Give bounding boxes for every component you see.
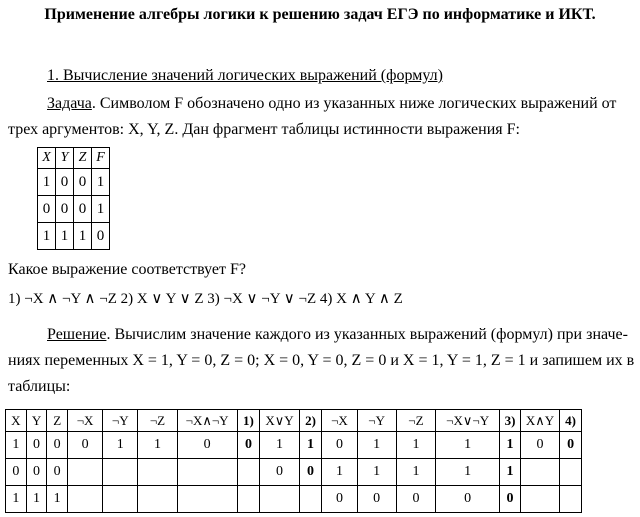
answer-options: 1) ¬X ∧ ¬Y ∧ ¬Z 2) X ∨ Y ∨ Z 3) ¬X ∨ ¬Y ∨ ¬Z 4) X ∧ Y ∧ Z — [8, 291, 403, 307]
truth-cell: 1 — [38, 223, 56, 250]
eval-cell — [138, 459, 177, 486]
eval-cell: 0 — [260, 459, 299, 486]
eval-cell: 1 — [6, 432, 27, 459]
eval-cell: 0 — [560, 432, 582, 459]
eval-cell: 1 — [47, 486, 68, 513]
truth-table-header — [38, 148, 110, 169]
truth-cell: 0 — [38, 196, 56, 223]
evaluation-row — [6, 432, 582, 459]
eval-header-cell: Y — [26, 410, 47, 432]
solution-text-3: таблицы: — [8, 378, 71, 395]
eval-cell: 0 — [68, 432, 103, 459]
eval-header-cell: ¬Z — [396, 410, 435, 432]
eval-cell: 0 — [6, 459, 27, 486]
eval-cell — [520, 459, 559, 486]
eval-cell: 1 — [299, 432, 322, 459]
eval-cell: 1 — [6, 486, 27, 513]
eval-cell — [177, 486, 237, 513]
eval-cell — [560, 459, 582, 486]
eval-header-cell: 3) — [500, 410, 521, 432]
truth-cell: 1 — [74, 223, 92, 250]
evaluation-header — [6, 410, 582, 432]
evaluation-row — [6, 459, 582, 486]
eval-header-cell: ¬X — [322, 410, 357, 432]
eval-header-cell: Z — [47, 410, 68, 432]
truth-cell: 1 — [56, 223, 74, 250]
eval-cell: 0 — [237, 432, 260, 459]
truth-cell: 0 — [56, 169, 74, 196]
eval-cell: 1 — [436, 459, 500, 486]
truth-cell: 0 — [74, 196, 92, 223]
evaluation-row — [6, 486, 582, 513]
eval-cell: 1 — [396, 459, 435, 486]
truth-cell: 0 — [56, 196, 74, 223]
eval-cell — [237, 459, 260, 486]
eval-cell — [520, 486, 559, 513]
eval-cell: 0 — [26, 459, 47, 486]
eval-cell — [299, 486, 322, 513]
eval-cell — [177, 459, 237, 486]
eval-header-cell: X∧Y — [520, 410, 559, 432]
task-label: Задача — [47, 95, 92, 112]
eval-header-cell: 1) — [237, 410, 260, 432]
truth-cell: 1 — [38, 169, 56, 196]
eval-cell: 1 — [260, 432, 299, 459]
question-text: Какое выражение соответствует F? — [8, 261, 247, 278]
eval-cell: 1 — [138, 432, 177, 459]
truth-header-cell: Y — [56, 148, 74, 169]
eval-cell: 0 — [177, 432, 237, 459]
eval-cell: 1 — [500, 459, 521, 486]
eval-cell: 1 — [357, 459, 396, 486]
eval-cell — [103, 459, 138, 486]
truth-header-cell: F — [92, 148, 110, 169]
eval-header-cell: ¬X∧¬Y — [177, 410, 237, 432]
eval-cell — [138, 486, 177, 513]
page-title: Применение алгебры логики к решению задач ЕГЭ по информатике и ИКТ. — [44, 6, 596, 23]
truth-table — [37, 147, 110, 250]
truth-table-row — [38, 169, 110, 196]
eval-cell: 0 — [26, 432, 47, 459]
eval-header-cell: X∨Y — [260, 410, 299, 432]
eval-cell: 0 — [322, 432, 357, 459]
solution-text-2: ниях переменных X = 1, Y = 0, Z = 0; X = 0, Y = 0, Z = 0 и X = 1, Y = 1, Z = 1 и запишем их в — [8, 352, 635, 369]
eval-cell — [68, 459, 103, 486]
eval-header-cell: ¬Z — [138, 410, 177, 432]
eval-header-cell: 4) — [560, 410, 582, 432]
truth-cell: 0 — [92, 223, 110, 250]
truth-cell: 1 — [92, 169, 110, 196]
eval-cell: 0 — [47, 432, 68, 459]
eval-cell: 0 — [322, 486, 357, 513]
eval-cell: 0 — [47, 459, 68, 486]
eval-cell — [103, 486, 138, 513]
eval-cell — [560, 486, 582, 513]
eval-cell: 1 — [26, 486, 47, 513]
truth-cell: 0 — [74, 169, 92, 196]
solution-label: Решение — [47, 326, 107, 343]
truth-header-cell: Z — [74, 148, 92, 169]
eval-cell: 0 — [396, 486, 435, 513]
eval-cell — [68, 486, 103, 513]
truth-cell: 1 — [92, 196, 110, 223]
truth-header-cell: X — [38, 148, 56, 169]
eval-header-cell: ¬X∨¬Y — [436, 410, 500, 432]
eval-header-cell: 2) — [299, 410, 322, 432]
eval-cell: 0 — [520, 432, 559, 459]
truth-table-row — [38, 196, 110, 223]
eval-cell: 1 — [357, 432, 396, 459]
solution-text-1: . Вычислим значение каждого из указанных выражений (формул) при значе- — [106, 326, 628, 343]
eval-cell: 1 — [322, 459, 357, 486]
eval-cell: 1 — [396, 432, 435, 459]
eval-cell: 0 — [436, 486, 500, 513]
eval-cell: 1 — [103, 432, 138, 459]
section-heading: 1. Вычисление значений логических выражений (формул) — [47, 67, 443, 84]
eval-cell: 0 — [299, 459, 322, 486]
evaluation-table — [5, 409, 582, 513]
eval-cell — [237, 486, 260, 513]
task-text-2: трех аргументов: X, Y, Z. Дан фрагмент таблицы истинности выражения F: — [8, 121, 520, 138]
eval-header-cell: ¬Y — [103, 410, 138, 432]
eval-cell — [260, 486, 299, 513]
eval-cell: 1 — [500, 432, 521, 459]
eval-header-cell: ¬Y — [357, 410, 396, 432]
task-text-1: . Символом F обозначено одно из указанных ниже логических выражений от — [91, 95, 617, 112]
truth-table-row — [38, 223, 110, 250]
eval-header-cell: ¬X — [68, 410, 103, 432]
task-line-1 — [47, 95, 616, 113]
eval-cell: 1 — [436, 432, 500, 459]
eval-cell: 0 — [357, 486, 396, 513]
eval-header-cell: X — [6, 410, 27, 432]
eval-cell: 0 — [500, 486, 521, 513]
solution-line-1 — [47, 326, 628, 344]
